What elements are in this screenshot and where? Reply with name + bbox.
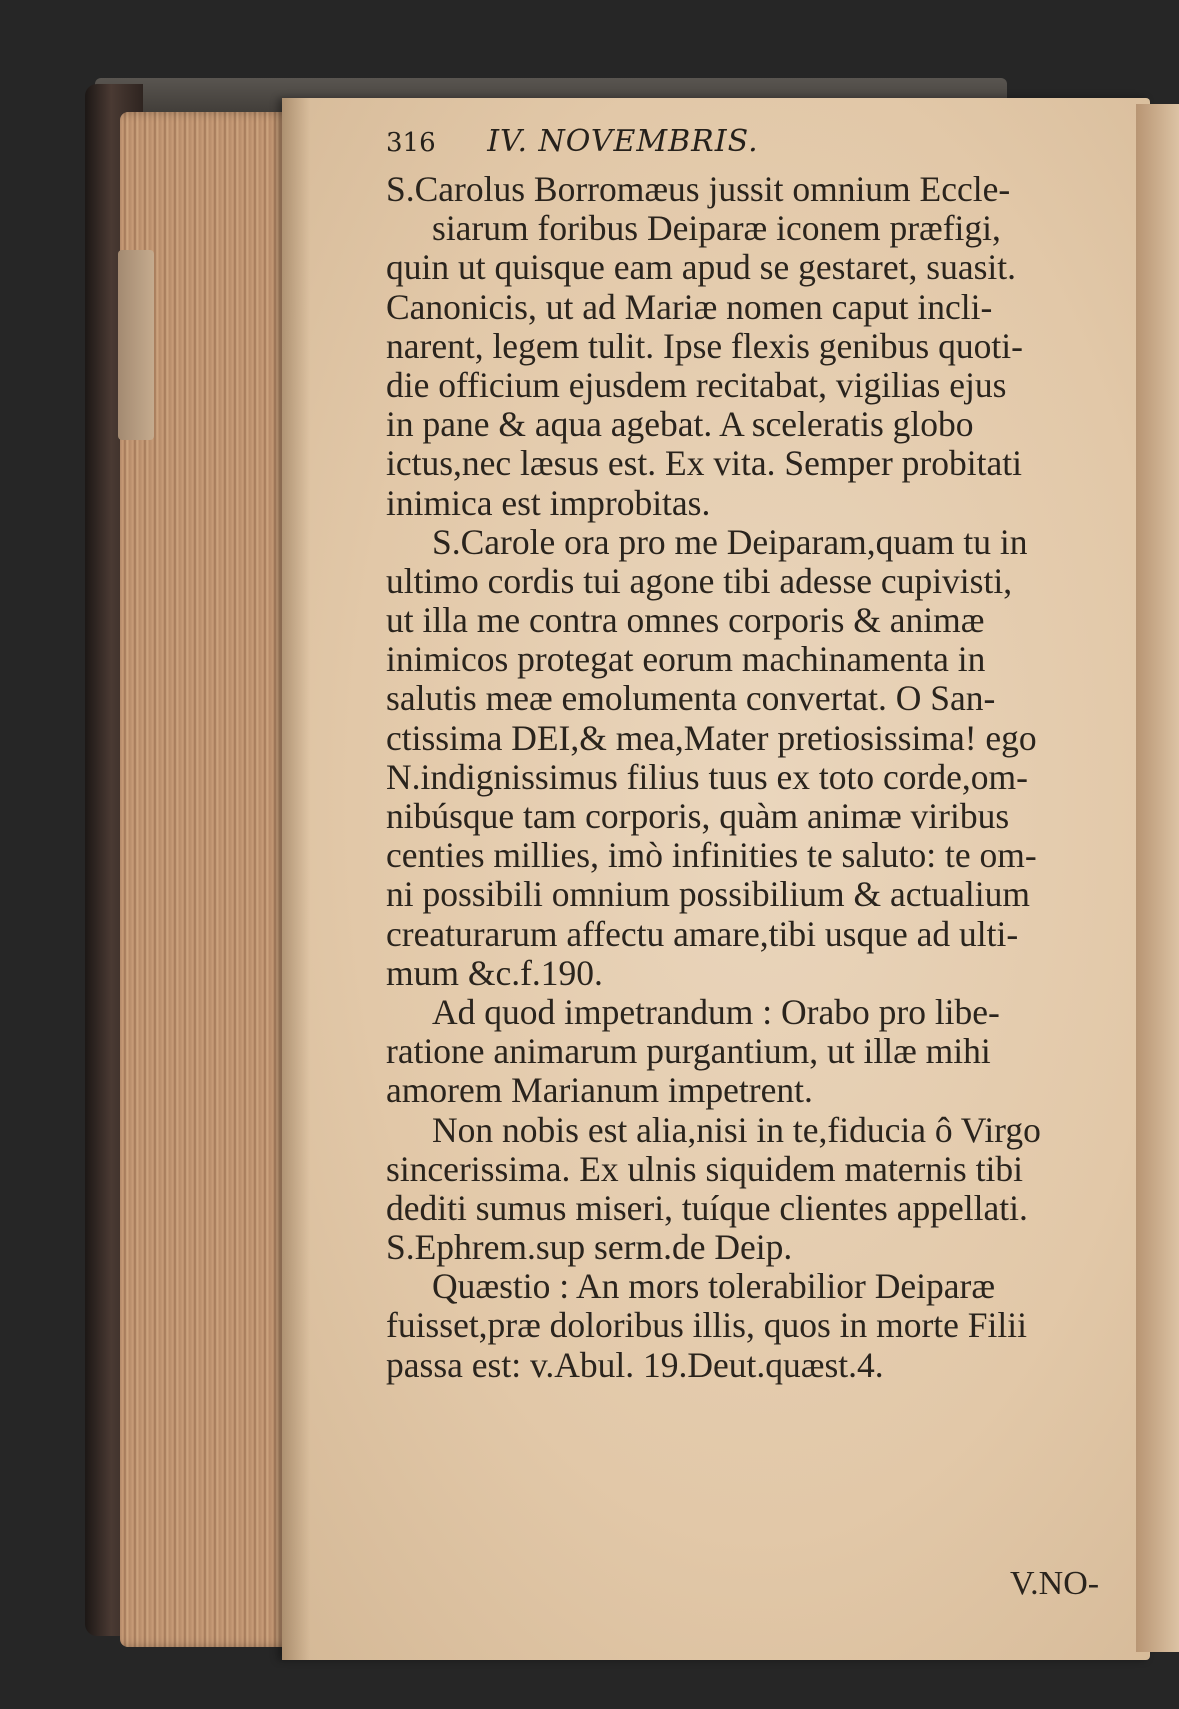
- text-line: creaturarum affectu amare,tibi usque ad ulti-: [386, 913, 1019, 954]
- text-line: centies millies, imò infinities te saluto: te om-: [386, 835, 1037, 876]
- text-line: ut illa me contra omnes corporis & animæ: [386, 600, 985, 641]
- text-line: Quæstio : An mors tolerabilior Deiparæ: [432, 1266, 996, 1307]
- text-line: fuisset,præ doloribus illis, quos in morte Filii: [386, 1305, 1027, 1346]
- text-line: passa est: v.Abul. 19.Deut.quæst.4.: [386, 1344, 884, 1385]
- text-line: die officium ejusdem recitabat, vigilias ejus: [386, 364, 1007, 405]
- text-line: Canonicis, ut ad Mariæ nomen caput incli-: [386, 286, 993, 327]
- text-line: ni possibili omnium possibilium & actualium: [386, 874, 1030, 915]
- text-line: mum &c.f.190.: [386, 952, 603, 993]
- text-line: ctissima DEI,& mea,Mater pretiosissima! ego: [386, 717, 1037, 758]
- text-line: ultimo cordis tui agone tibi adesse cupivisti,: [386, 560, 1013, 601]
- body-text: [386, 170, 1131, 1385]
- page-gutter: [282, 98, 310, 1660]
- text-line: N.indignissimus filius tuus ex toto corde,om-: [386, 756, 1028, 797]
- text-line: inimica est improbitas.: [386, 482, 711, 523]
- text-line: salutis meæ emolumenta convertat. O San-: [386, 678, 996, 719]
- text-line: narent, legem tulit. Ipse flexis genibus quoti-: [386, 325, 1023, 366]
- text-line: inimicos protegat eorum machinamenta in: [386, 639, 986, 680]
- page-header: [386, 124, 759, 159]
- text-line: S.Carolus Borromæus jussit omnium Eccle-: [386, 169, 1011, 209]
- text-line: S.Ephrem.sup serm.de Deip.: [386, 1227, 793, 1268]
- text-line: Non nobis est alia,nisi in te,fiducia ô Virgo: [432, 1109, 1041, 1150]
- text-line: dediti sumus miseri, tuíque clientes appellati.: [386, 1187, 1028, 1228]
- catchword: V.NO-: [1010, 1565, 1100, 1602]
- text-line: S.Carole ora pro me Deiparam,quam tu in: [432, 521, 1028, 562]
- text-line: in pane & aqua agebat. A sceleratis globo: [386, 404, 974, 445]
- facing-page-edge: [1136, 104, 1179, 1652]
- page-number: 316: [386, 128, 436, 158]
- spine-tab: [118, 250, 154, 440]
- text-line: ictus,nec læsus est. Ex vita. Semper probitati: [386, 443, 1022, 484]
- text-line: ratione animarum purgantium, ut illæ mihi: [386, 1031, 991, 1072]
- text-line: Ad quod impetrandum : Orabo pro libe-: [432, 991, 1000, 1032]
- text-line: sincerissima. Ex ulnis siquidem maternis tibi: [386, 1148, 1023, 1189]
- running-title: IV. NOVEMBRIS.: [487, 124, 759, 159]
- text-line: siarum foribus Deiparæ iconem præfigi,: [432, 208, 1001, 249]
- text-line: quin ut quisque eam apud se gestaret, suasit.: [386, 247, 1016, 288]
- text-line: nibúsque tam corporis, quàm animæ viribus: [386, 796, 1010, 836]
- text-line: amorem Marianum impetrent.: [386, 1070, 813, 1111]
